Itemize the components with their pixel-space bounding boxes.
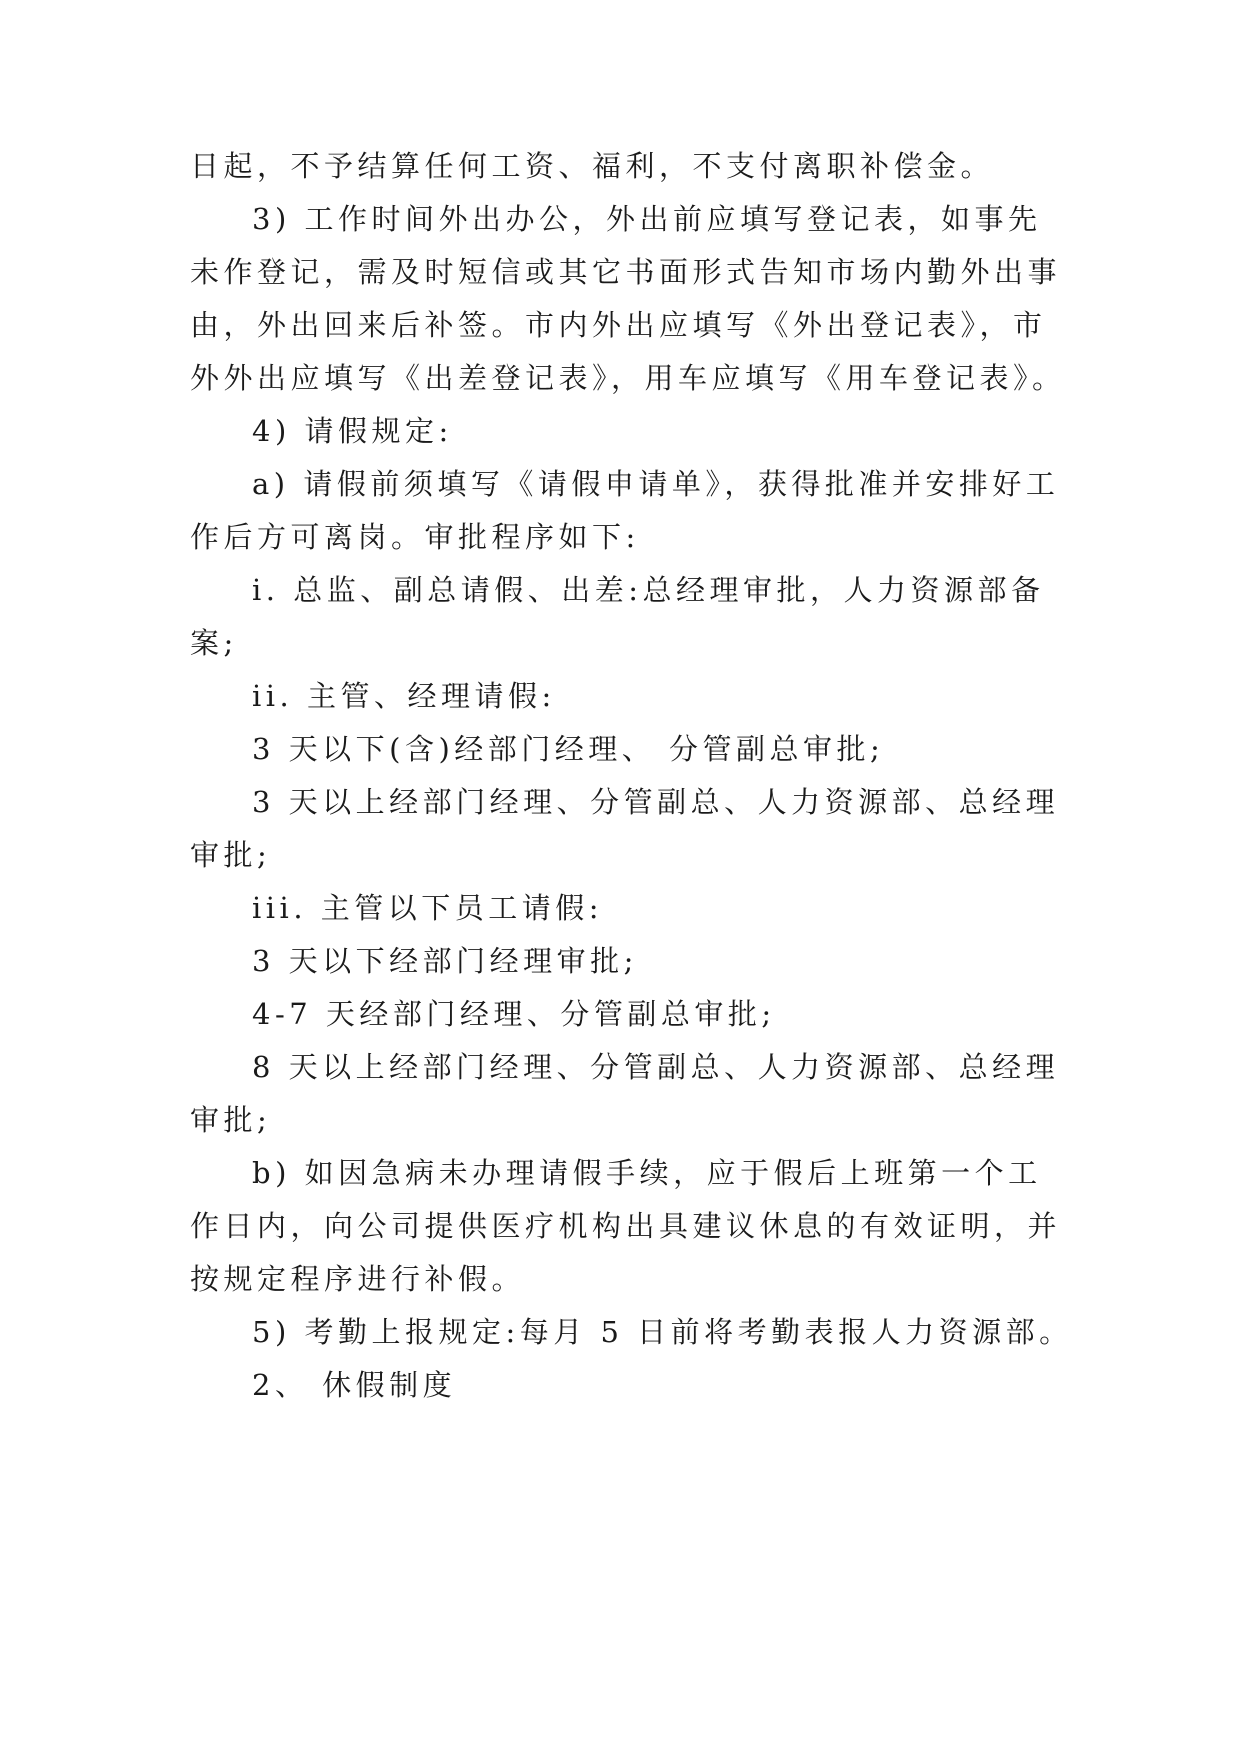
section-heading: 2、 休假制度 bbox=[252, 1368, 457, 1402]
text-line: 未作登记，需及时短信或其它书面形式告知市场内勤外出事 bbox=[190, 255, 1062, 289]
text-line: 由，外出回来后补签。市内外出应填写《外出登记表》，市 bbox=[190, 308, 1047, 342]
text-line: 外外出应填写《出差登记表》，用车应填写《用车登记表》。 bbox=[190, 361, 1066, 395]
text-line: 审批; bbox=[190, 838, 272, 872]
text-line: ii. 主管、经理请假: bbox=[252, 679, 556, 713]
text-line: iii. 主管以下员工请假: bbox=[252, 891, 604, 925]
text-line: 审批; bbox=[190, 1103, 272, 1137]
text-line: b) 如因急病未办理请假手续，应于假后上班第一个工 bbox=[252, 1156, 1042, 1190]
text-line: 3 天以下经部门经理审批; bbox=[252, 944, 638, 978]
text-line: 4-7 天经部门经理、分管副总审批; bbox=[252, 997, 776, 1031]
text-line: 3 天以下(含)经部门经理、 分管副总审批; bbox=[252, 732, 885, 766]
text-line: 日起，不予结算任何工资、福利，不支付离职补偿金。 bbox=[190, 149, 995, 183]
text-line: 作后方可离岗。审批程序如下: bbox=[190, 520, 640, 554]
text-line: 按规定程序进行补假。 bbox=[190, 1262, 526, 1296]
text-line: 4) 请假规定: bbox=[252, 414, 453, 448]
text-line: 案; bbox=[190, 626, 238, 660]
text-line: 8 天以上经部门经理、分管副总、人力资源部、总经理 bbox=[252, 1050, 1060, 1084]
text-line: a) 请假前须填写《请假申请单》，获得批准并安排好工 bbox=[252, 467, 1060, 501]
text-line: 3 天以上经部门经理、分管副总、人力资源部、总经理 bbox=[252, 785, 1060, 819]
text-line: i. 总监、副总请假、出差:总经理审批，人力资源部备 bbox=[252, 573, 1045, 607]
text-line: 5) 考勤上报规定:每月 5 日前将考勤表报人力资源部。 bbox=[252, 1315, 1073, 1349]
text-line: 3) 工作时间外出办公，外出前应填写登记表，如事先 bbox=[252, 202, 1042, 236]
text-line: 作日内，向公司提供医疗机构出具建议休息的有效证明，并 bbox=[190, 1209, 1062, 1243]
